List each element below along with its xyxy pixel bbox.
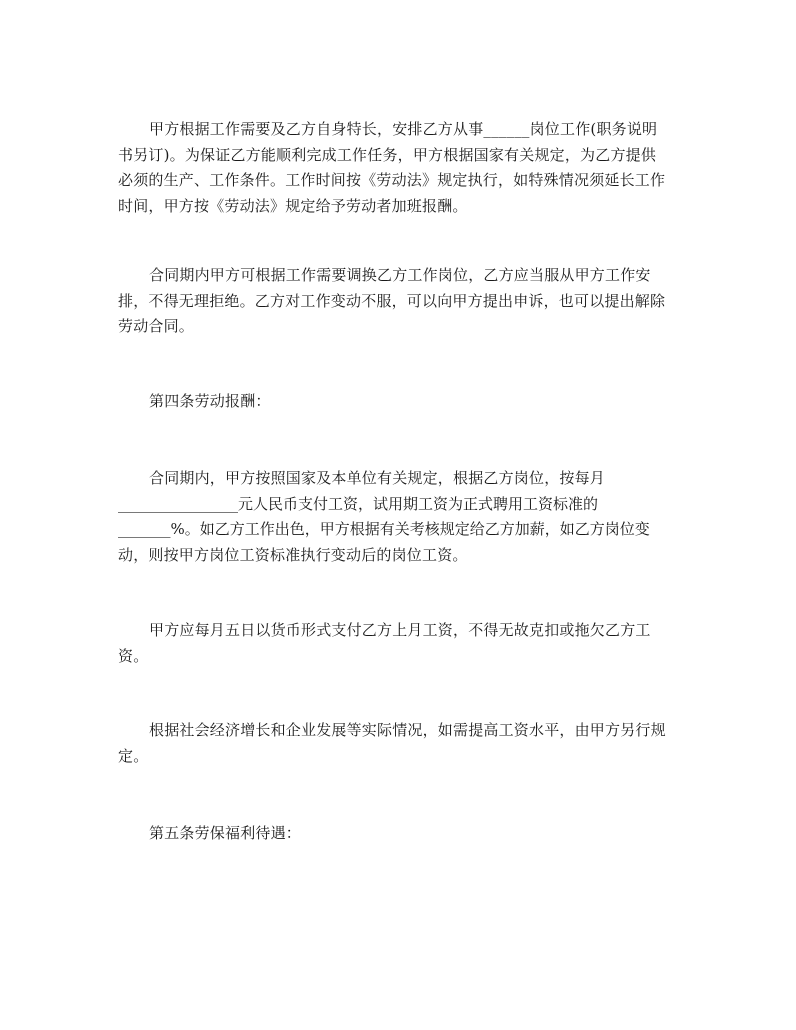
paragraph-line: 排，不得无理拒绝。乙方对工作变动不服，可以向甲方提出申诉，也可以提出解除 [118, 291, 666, 310]
section-heading: 第五条劳保福利待遇： [149, 824, 302, 842]
paragraph-line: 书另订)。为保证乙方能顺利完成工作任务，甲方根据国家有关规定，为乙方提供 [118, 145, 657, 164]
paragraph-line: 甲方应每月五日以货币形式支付乙方上月工资，不得无故克扣或拖欠乙方工 [149, 621, 651, 639]
paragraph-position-change [118, 263, 683, 340]
paragraph-job-assignment [118, 117, 683, 219]
paragraph-line: 甲方根据工作需要及乙方自身特长，安排乙方从事______岗位工作(职务说明 [149, 120, 658, 138]
paragraph-salary [118, 466, 683, 568]
paragraph-line: 时间，甲方按《劳动法》规定给予劳动者加班报酬。 [118, 196, 468, 215]
article-4-heading [118, 389, 683, 415]
paragraph-line: _______%。如乙方工作出色，甲方根据有关考核规定给乙方加薪，如乙方岗位变 [118, 520, 650, 538]
section-heading: 第四条劳动报酬： [149, 392, 271, 410]
paragraph-salary-adjustment [118, 718, 683, 769]
paragraph-line: 劳动合同。 [118, 317, 195, 335]
paragraph-line: 合同期内甲方可根据工作需要调换乙方工作岗位，乙方应当服从甲方工作安 [149, 266, 651, 284]
paragraph-line: 合同期内，甲方按照国家及本单位有关规定，根据乙方岗位，按每月 [149, 469, 606, 487]
paragraph-line: 必须的生产、工作条件。工作时间按《劳动法》规定执行，如特殊情况须延长工作 [118, 171, 666, 189]
paragraph-payment-date [118, 618, 683, 669]
article-5-heading [118, 821, 683, 847]
paragraph-line: 资。 [118, 646, 149, 665]
paragraph-line: 定。 [118, 746, 149, 765]
paragraph-line: ________________元人民币支付工资，试用期工资为正式聘用工资标准的 [118, 494, 599, 513]
paragraph-line: 动，则按甲方岗位工资标准执行变动后的岗位工资。 [118, 545, 468, 564]
paragraph-line: 根据社会经济增长和企业发展等实际情况，如需提高工资水平，由甲方另行规 [149, 721, 666, 739]
